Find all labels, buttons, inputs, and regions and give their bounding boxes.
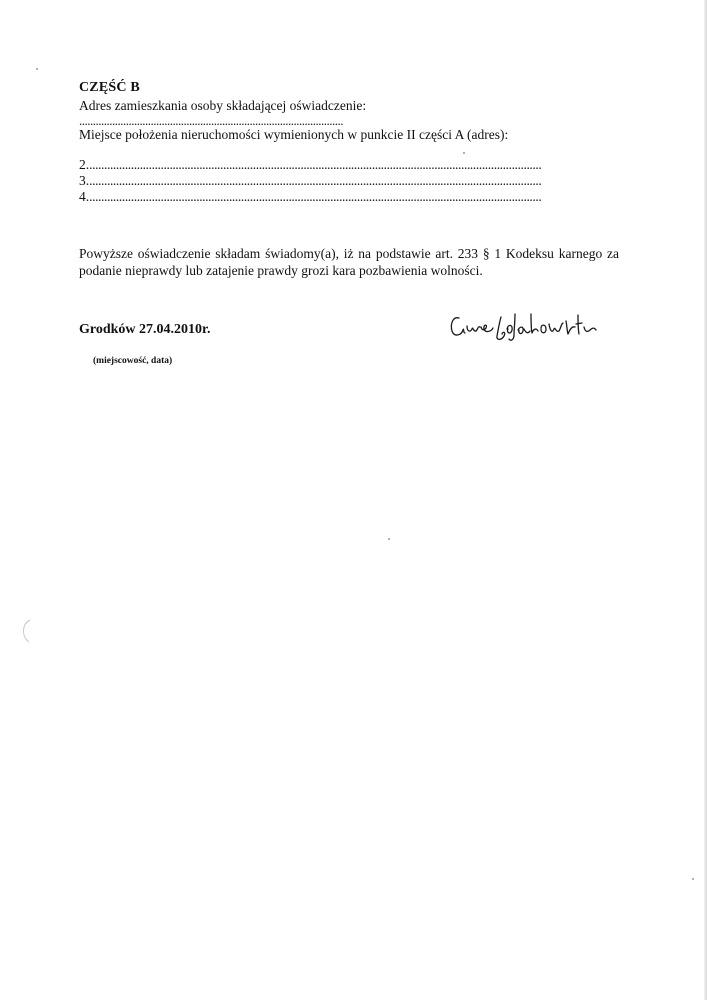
- property-location-label: Miejsce położenia nieruchomości wymienionych w punkcie II części A (adres):: [79, 127, 509, 142]
- scan-speck: [692, 878, 694, 880]
- handwritten-signature-icon: [445, 300, 615, 350]
- legal-statement: Powyższe oświadczenie składam świadomy(a), iż na podstawie art. 233 § 1 Kodeksu karnego za podanie nieprawdy lub zatajenie prawdy grozi kara pozbawienia wolności.: [79, 246, 619, 278]
- scan-speck: [388, 538, 390, 540]
- address-line-3: [79, 173, 587, 189]
- place-and-date: Grodków 27.04.2010r.: [79, 322, 211, 337]
- scan-speck: [463, 152, 465, 154]
- residence-label: Adres zamieszkania osoby składającej oświadczenie:: [79, 98, 367, 113]
- residence-dotted-line: ................................................................................................: [79, 113, 343, 128]
- scan-speck: [36, 68, 38, 70]
- address-line-2: [79, 157, 587, 173]
- address-line-4: [79, 189, 587, 205]
- address-line-fill: ........................................................................................................................................................: [89, 157, 542, 172]
- address-line-number: 3.: [79, 173, 90, 188]
- section-title: CZĘŚĆ B: [79, 80, 140, 95]
- address-line-fill: ........................................................................................................................................................: [89, 173, 542, 188]
- punch-hole-shadow-icon: [18, 618, 34, 644]
- address-line-number: 2.: [79, 157, 90, 172]
- address-line-fill: ........................................................................................................................................................: [89, 189, 542, 204]
- address-line-number: 4.: [79, 189, 90, 204]
- place-date-caption: (miejscowość, data): [93, 356, 173, 366]
